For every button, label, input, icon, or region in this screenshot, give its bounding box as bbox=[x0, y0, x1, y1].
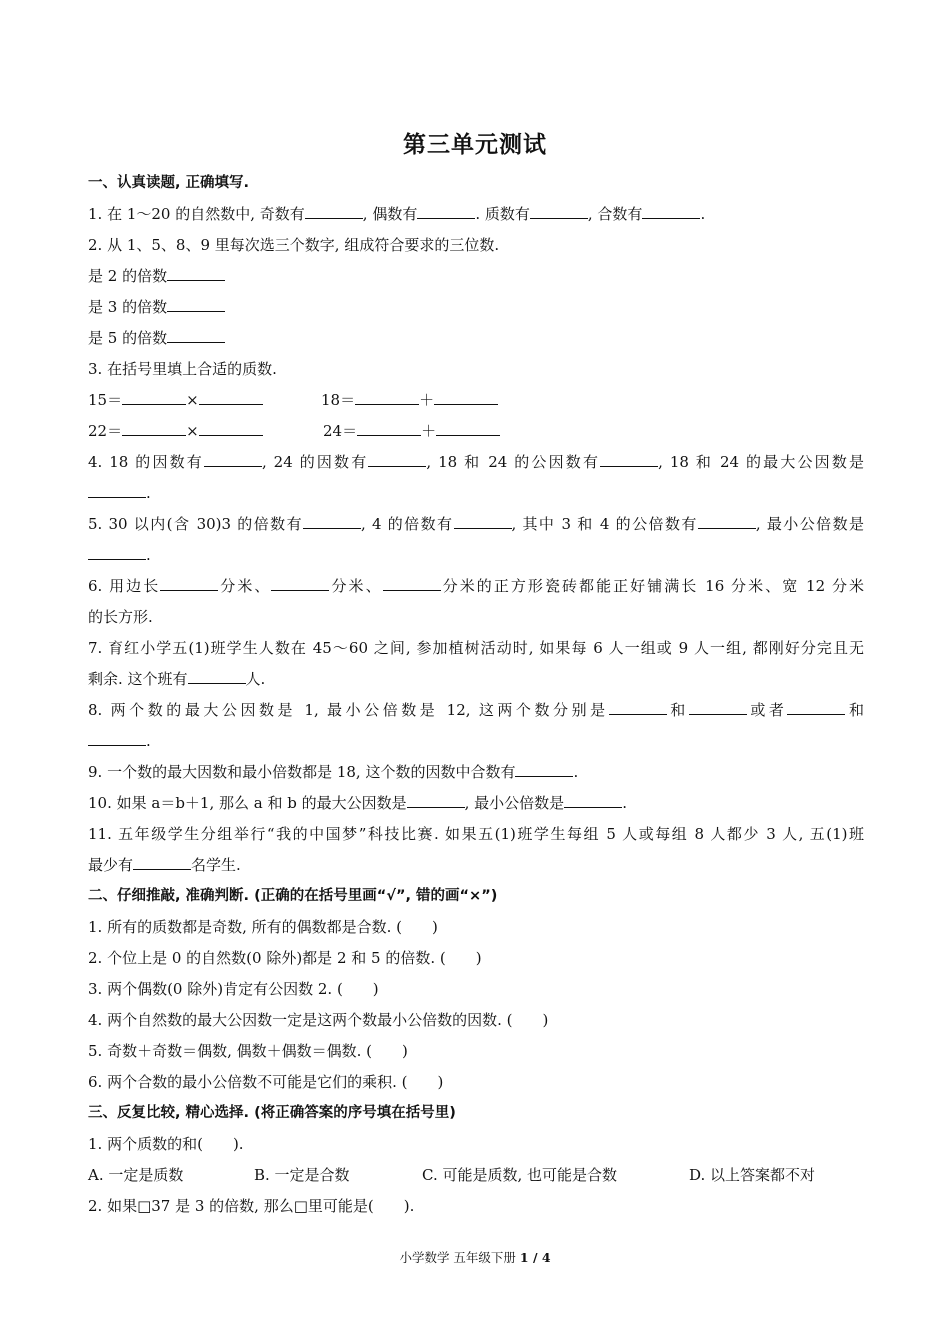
operator: ＋ bbox=[421, 422, 437, 440]
question-text: , 其中 3 和 4 的公倍数有 bbox=[511, 515, 698, 533]
answer-blank[interactable] bbox=[305, 201, 363, 219]
question-text: 3. 两个偶数(0 除外)肯定有公因数 2. ( bbox=[88, 980, 343, 998]
question-1-4 bbox=[88, 447, 864, 509]
equation-text: 22＝ bbox=[88, 422, 123, 440]
question-text: 名学生. bbox=[191, 856, 241, 874]
answer-blank[interactable] bbox=[417, 201, 475, 219]
operator: × bbox=[186, 422, 199, 440]
question-text: 8. 两个数的最大公因数是 1, 最小公倍数是 12, 这两个数分别是 bbox=[88, 701, 609, 719]
answer-blank[interactable] bbox=[436, 418, 500, 436]
question-line bbox=[88, 571, 864, 602]
answer-blank[interactable] bbox=[698, 511, 756, 529]
choice-option[interactable]: D. 以上答案都不对 bbox=[689, 1166, 816, 1184]
page-title: 第三单元测试 bbox=[403, 132, 547, 158]
question-text: 剩余. 这个班有 bbox=[88, 670, 188, 688]
question-1-8 bbox=[88, 695, 864, 757]
paren-close: ). bbox=[232, 1135, 244, 1153]
answer-blank[interactable] bbox=[357, 418, 421, 436]
answer-blank[interactable] bbox=[515, 759, 573, 777]
question-text: 是 3 的倍数 bbox=[88, 298, 168, 316]
operator: ＋ bbox=[419, 391, 435, 409]
question-line bbox=[88, 664, 864, 695]
answer-blank[interactable] bbox=[609, 697, 667, 715]
question-text: , 偶数有 bbox=[362, 205, 418, 223]
answer-blank[interactable] bbox=[160, 573, 218, 591]
question-text: 4. 18 的因数有 bbox=[88, 453, 204, 471]
answer-blank[interactable] bbox=[642, 201, 700, 219]
question-1-11 bbox=[88, 819, 864, 881]
paren-close: ) bbox=[475, 949, 482, 967]
question-text: . bbox=[146, 546, 151, 564]
judgment-item bbox=[88, 1067, 864, 1098]
question-text: 是 2 的倍数 bbox=[88, 267, 168, 285]
equation-left bbox=[88, 416, 323, 447]
question-line: 7. 育红小学五(1)班学生人数在 45～60 之间, 参加植树活动时, 如果每 6 人一组或 9 人一组, 都刚好分完且无 bbox=[88, 639, 864, 657]
question-text: , 4 的倍数有 bbox=[361, 515, 454, 533]
answer-blank[interactable] bbox=[167, 325, 225, 343]
answer-blank[interactable] bbox=[407, 790, 465, 808]
question-1-7 bbox=[88, 633, 864, 695]
question-text: 和 bbox=[666, 701, 689, 719]
answer-blank[interactable] bbox=[787, 697, 845, 715]
judgment-item bbox=[88, 912, 864, 943]
question-line bbox=[88, 540, 864, 571]
operator: × bbox=[186, 391, 199, 409]
question-text: 是 5 的倍数 bbox=[88, 329, 168, 347]
paren-close: ) bbox=[542, 1011, 549, 1029]
question-text: 2. 个位上是 0 的自然数(0 除外)都是 2 和 5 的倍数. ( bbox=[88, 949, 446, 967]
question-content bbox=[88, 168, 864, 1222]
answer-blank[interactable] bbox=[122, 387, 186, 405]
answer-blank[interactable] bbox=[188, 666, 246, 684]
answer-blank[interactable] bbox=[199, 387, 263, 405]
question-text: 2. 如果□37 是 3 的倍数, 那么□里可能是( bbox=[88, 1197, 374, 1215]
equation-text: 15＝ bbox=[88, 391, 123, 409]
choice-option[interactable]: A. 一定是质数 bbox=[88, 1166, 184, 1184]
judgment-item bbox=[88, 1036, 864, 1067]
answer-blank[interactable] bbox=[88, 728, 146, 746]
choice-option[interactable]: C. 可能是质数, 也可能是合数 bbox=[422, 1166, 618, 1184]
answer-blank[interactable] bbox=[167, 263, 225, 281]
question-text: . bbox=[573, 763, 579, 781]
answer-blank[interactable] bbox=[530, 201, 588, 219]
answer-blank[interactable] bbox=[303, 511, 361, 529]
question-1-2-item bbox=[88, 292, 864, 323]
question-text: 最少有 bbox=[88, 856, 134, 874]
question-1-3-row bbox=[88, 385, 864, 416]
question-1-3-stem: 3. 在括号里填上合适的质数. bbox=[88, 360, 277, 378]
choice-question-stem bbox=[88, 1129, 864, 1160]
answer-blank[interactable] bbox=[355, 387, 419, 405]
choice-question-stem bbox=[88, 1191, 864, 1222]
question-text: . bbox=[146, 732, 151, 750]
section-2-heading: 二、仔细推敲, 准确判断. (正确的在括号里画“√”, 错的画“×”) bbox=[88, 888, 498, 904]
answer-blank[interactable] bbox=[122, 418, 186, 436]
question-line bbox=[88, 850, 864, 881]
question-text: 或者 bbox=[746, 701, 788, 719]
answer-blank[interactable] bbox=[689, 697, 747, 715]
paren-close: ) bbox=[402, 1042, 408, 1060]
question-text: 6. 用边长 bbox=[88, 577, 161, 595]
answer-blank[interactable] bbox=[204, 449, 262, 467]
answer-blank[interactable] bbox=[434, 387, 498, 405]
question-text: 5. 奇数＋奇数＝偶数, 偶数＋偶数＝偶数. ( bbox=[88, 1042, 373, 1060]
question-text: , 24 的因数有 bbox=[261, 453, 369, 471]
question-text: 10. 如果 a＝b＋1, 那么 a 和 b 的最大公因数是 bbox=[88, 794, 407, 812]
judgment-item bbox=[88, 1005, 864, 1036]
question-text: 人. bbox=[245, 670, 266, 688]
question-text: . bbox=[146, 484, 151, 502]
answer-blank[interactable] bbox=[271, 573, 329, 591]
page-footer bbox=[0, 1248, 950, 1266]
question-line: 11. 五年级学生分组举行“我的中国梦”科技比赛. 如果五(1)班学生每组 5 人或每组 8 人都少 3 人, 五(1)班 bbox=[88, 825, 864, 843]
question-1-6 bbox=[88, 571, 864, 633]
question-1-2-item bbox=[88, 323, 864, 354]
question-line bbox=[88, 447, 864, 478]
question-line bbox=[88, 726, 864, 757]
question-text: 分米、 bbox=[218, 577, 272, 595]
section-1-heading: 一、认真读题, 正确填写. bbox=[88, 175, 250, 191]
question-text: 1. 两个质数的和( bbox=[88, 1135, 203, 1153]
question-text: , 合数有 bbox=[587, 205, 643, 223]
paren-close: ) bbox=[432, 918, 438, 936]
question-text: . bbox=[622, 794, 627, 812]
section-3-heading: 三、反复比较, 精心选择. (将正确答案的序号填在括号里) bbox=[88, 1105, 456, 1121]
question-text: 1. 在 1～20 的自然数中, 奇数有 bbox=[88, 205, 305, 223]
equation-text: 18＝ bbox=[321, 391, 356, 409]
question-1-1 bbox=[88, 199, 864, 230]
paren-close: ) bbox=[372, 980, 379, 998]
page-number: 1 / 4 bbox=[519, 1250, 551, 1265]
paren-close: ) bbox=[437, 1073, 444, 1091]
question-line bbox=[88, 478, 864, 509]
question-text: 9. 一个数的最大因数和最小倍数都是 18, 这个数的因数中合数有 bbox=[88, 763, 516, 781]
question-1-2-item bbox=[88, 261, 864, 292]
question-1-5 bbox=[88, 509, 864, 571]
question-text: , 18 和 24 的公因数有 bbox=[426, 453, 601, 471]
equation-left bbox=[88, 385, 321, 416]
answer-blank[interactable] bbox=[454, 511, 512, 529]
answer-blank[interactable] bbox=[600, 449, 658, 467]
answer-blank[interactable] bbox=[167, 294, 225, 312]
question-line bbox=[88, 695, 864, 726]
question-text: 4. 两个自然数的最大公因数一定是这两个数最小公倍数的因数. ( bbox=[88, 1011, 513, 1029]
question-text: 分米、 bbox=[329, 577, 383, 595]
paren-close: ). bbox=[403, 1197, 415, 1215]
question-1-2-stem: 2. 从 1、5、8、9 里每次选三个数字, 组成符合要求的三位数. bbox=[88, 236, 500, 254]
question-1-3-row bbox=[88, 416, 864, 447]
question-text: . 质数有 bbox=[475, 205, 530, 223]
answer-blank[interactable] bbox=[88, 542, 146, 560]
choice-options bbox=[88, 1160, 864, 1191]
question-1-9 bbox=[88, 757, 864, 788]
question-text: 6. 两个合数的最小公倍数不可能是它们的乘积. ( bbox=[88, 1073, 408, 1091]
judgment-item bbox=[88, 943, 864, 974]
question-text: , 最小公倍数是 bbox=[464, 794, 565, 812]
answer-blank[interactable] bbox=[133, 852, 191, 870]
answer-blank[interactable] bbox=[383, 573, 441, 591]
equation-right bbox=[321, 385, 498, 416]
question-text: , 最小公倍数是 bbox=[755, 515, 865, 533]
question-line: 的长方形. bbox=[88, 608, 153, 626]
question-text: 和 bbox=[845, 701, 864, 719]
question-text: , 18 和 24 的最大公因数是 bbox=[658, 453, 865, 471]
answer-blank[interactable] bbox=[199, 418, 263, 436]
choice-option[interactable]: B. 一定是合数 bbox=[254, 1166, 350, 1184]
judgment-item bbox=[88, 974, 864, 1005]
question-text: 分米的正方形瓷砖都能正好铺满长 16 分米、宽 12 分米 bbox=[440, 577, 864, 595]
question-text: 1. 所有的质数都是奇数, 所有的偶数都是合数. ( bbox=[88, 918, 403, 936]
question-1-10 bbox=[88, 788, 864, 819]
equation-text: 24＝ bbox=[323, 422, 358, 440]
answer-blank[interactable] bbox=[88, 480, 146, 498]
answer-blank[interactable] bbox=[368, 449, 426, 467]
question-line bbox=[88, 509, 864, 540]
question-text: . bbox=[700, 205, 706, 223]
equation-right bbox=[323, 416, 500, 447]
answer-blank[interactable] bbox=[564, 790, 622, 808]
question-text: 5. 30 以内(含 30)3 的倍数有 bbox=[88, 515, 304, 533]
footer-text: 小学数学 五年级下册 bbox=[399, 1250, 520, 1265]
